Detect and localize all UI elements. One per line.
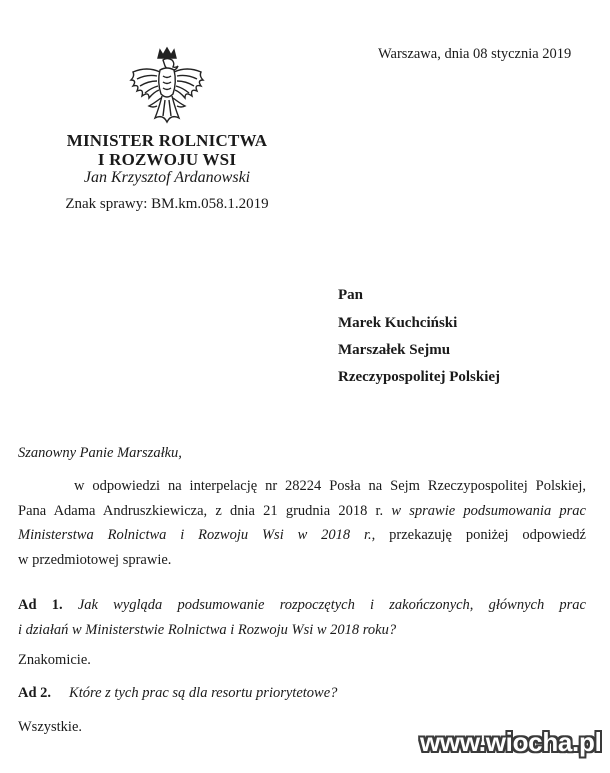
- question-line: i działań w Ministerstwie Rolnictwa i Rozwoju Wsi w 2018 roku?: [18, 621, 397, 638]
- recipient-title: Pan: [338, 287, 364, 303]
- place-date: Warszawa, dnia 08 stycznia 2019: [378, 46, 572, 62]
- recipient-name: Marek Kuchciński: [338, 315, 458, 331]
- polish-eagle-emblem-icon: [127, 46, 207, 128]
- paragraph-italic-text: Ministerstwa Rolnictwa i Rozwoju Wsi w 2018 r.,: [18, 527, 376, 543]
- question-1: [18, 593, 586, 642]
- paragraph-line: [18, 523, 586, 548]
- body-paragraph: [18, 474, 586, 572]
- ministry-name-line1: MINISTER ROLNICTWA: [66, 131, 268, 150]
- recipient-position: Marszałek Sejmu: [338, 342, 451, 358]
- question-2: [18, 685, 337, 702]
- answer-2: Wszystkie.: [18, 719, 83, 735]
- paragraph-italic-text: w sprawie podsumowania prac: [391, 502, 586, 519]
- answer-1: Znakomicie.: [18, 652, 91, 668]
- question-label: Ad 2.: [18, 685, 52, 701]
- question-line: [18, 593, 586, 618]
- salutation: Szanowny Panie Marszałku,: [18, 445, 182, 461]
- paragraph-line: w odpowiedzi na interpelację nr 28224 Posła na Sejm Rzeczypospolitej Polskiej,: [74, 478, 586, 494]
- paragraph-line: w przedmiotowej sprawie.: [18, 551, 172, 568]
- paragraph-text: przekazuję poniżej odpowiedź: [389, 527, 586, 543]
- recipient-institution: Rzeczypospolitej Polskiej: [338, 369, 501, 385]
- minister-name: Jan Krzysztof Ardanowski: [83, 169, 251, 186]
- ministry-name-line2: I ROZWOJU WSI: [97, 150, 237, 169]
- reference-number: Znak sprawy: BM.km.058.1.2019: [65, 196, 269, 212]
- paragraph-line: [18, 499, 586, 524]
- paragraph-text: Pana Adama Andruszkiewicza, z dnia 21 grudnia 2018 r.: [18, 502, 384, 519]
- question-label: Ad 1.: [18, 597, 63, 613]
- question-text: Które z tych prac są dla resortu priorytetowe?: [69, 685, 338, 701]
- question-text: Jak wygląda podsumowanie rozpoczętych i zakończonych, głównych prac: [77, 597, 586, 613]
- watermark: www.wiocha.pl: [420, 727, 602, 757]
